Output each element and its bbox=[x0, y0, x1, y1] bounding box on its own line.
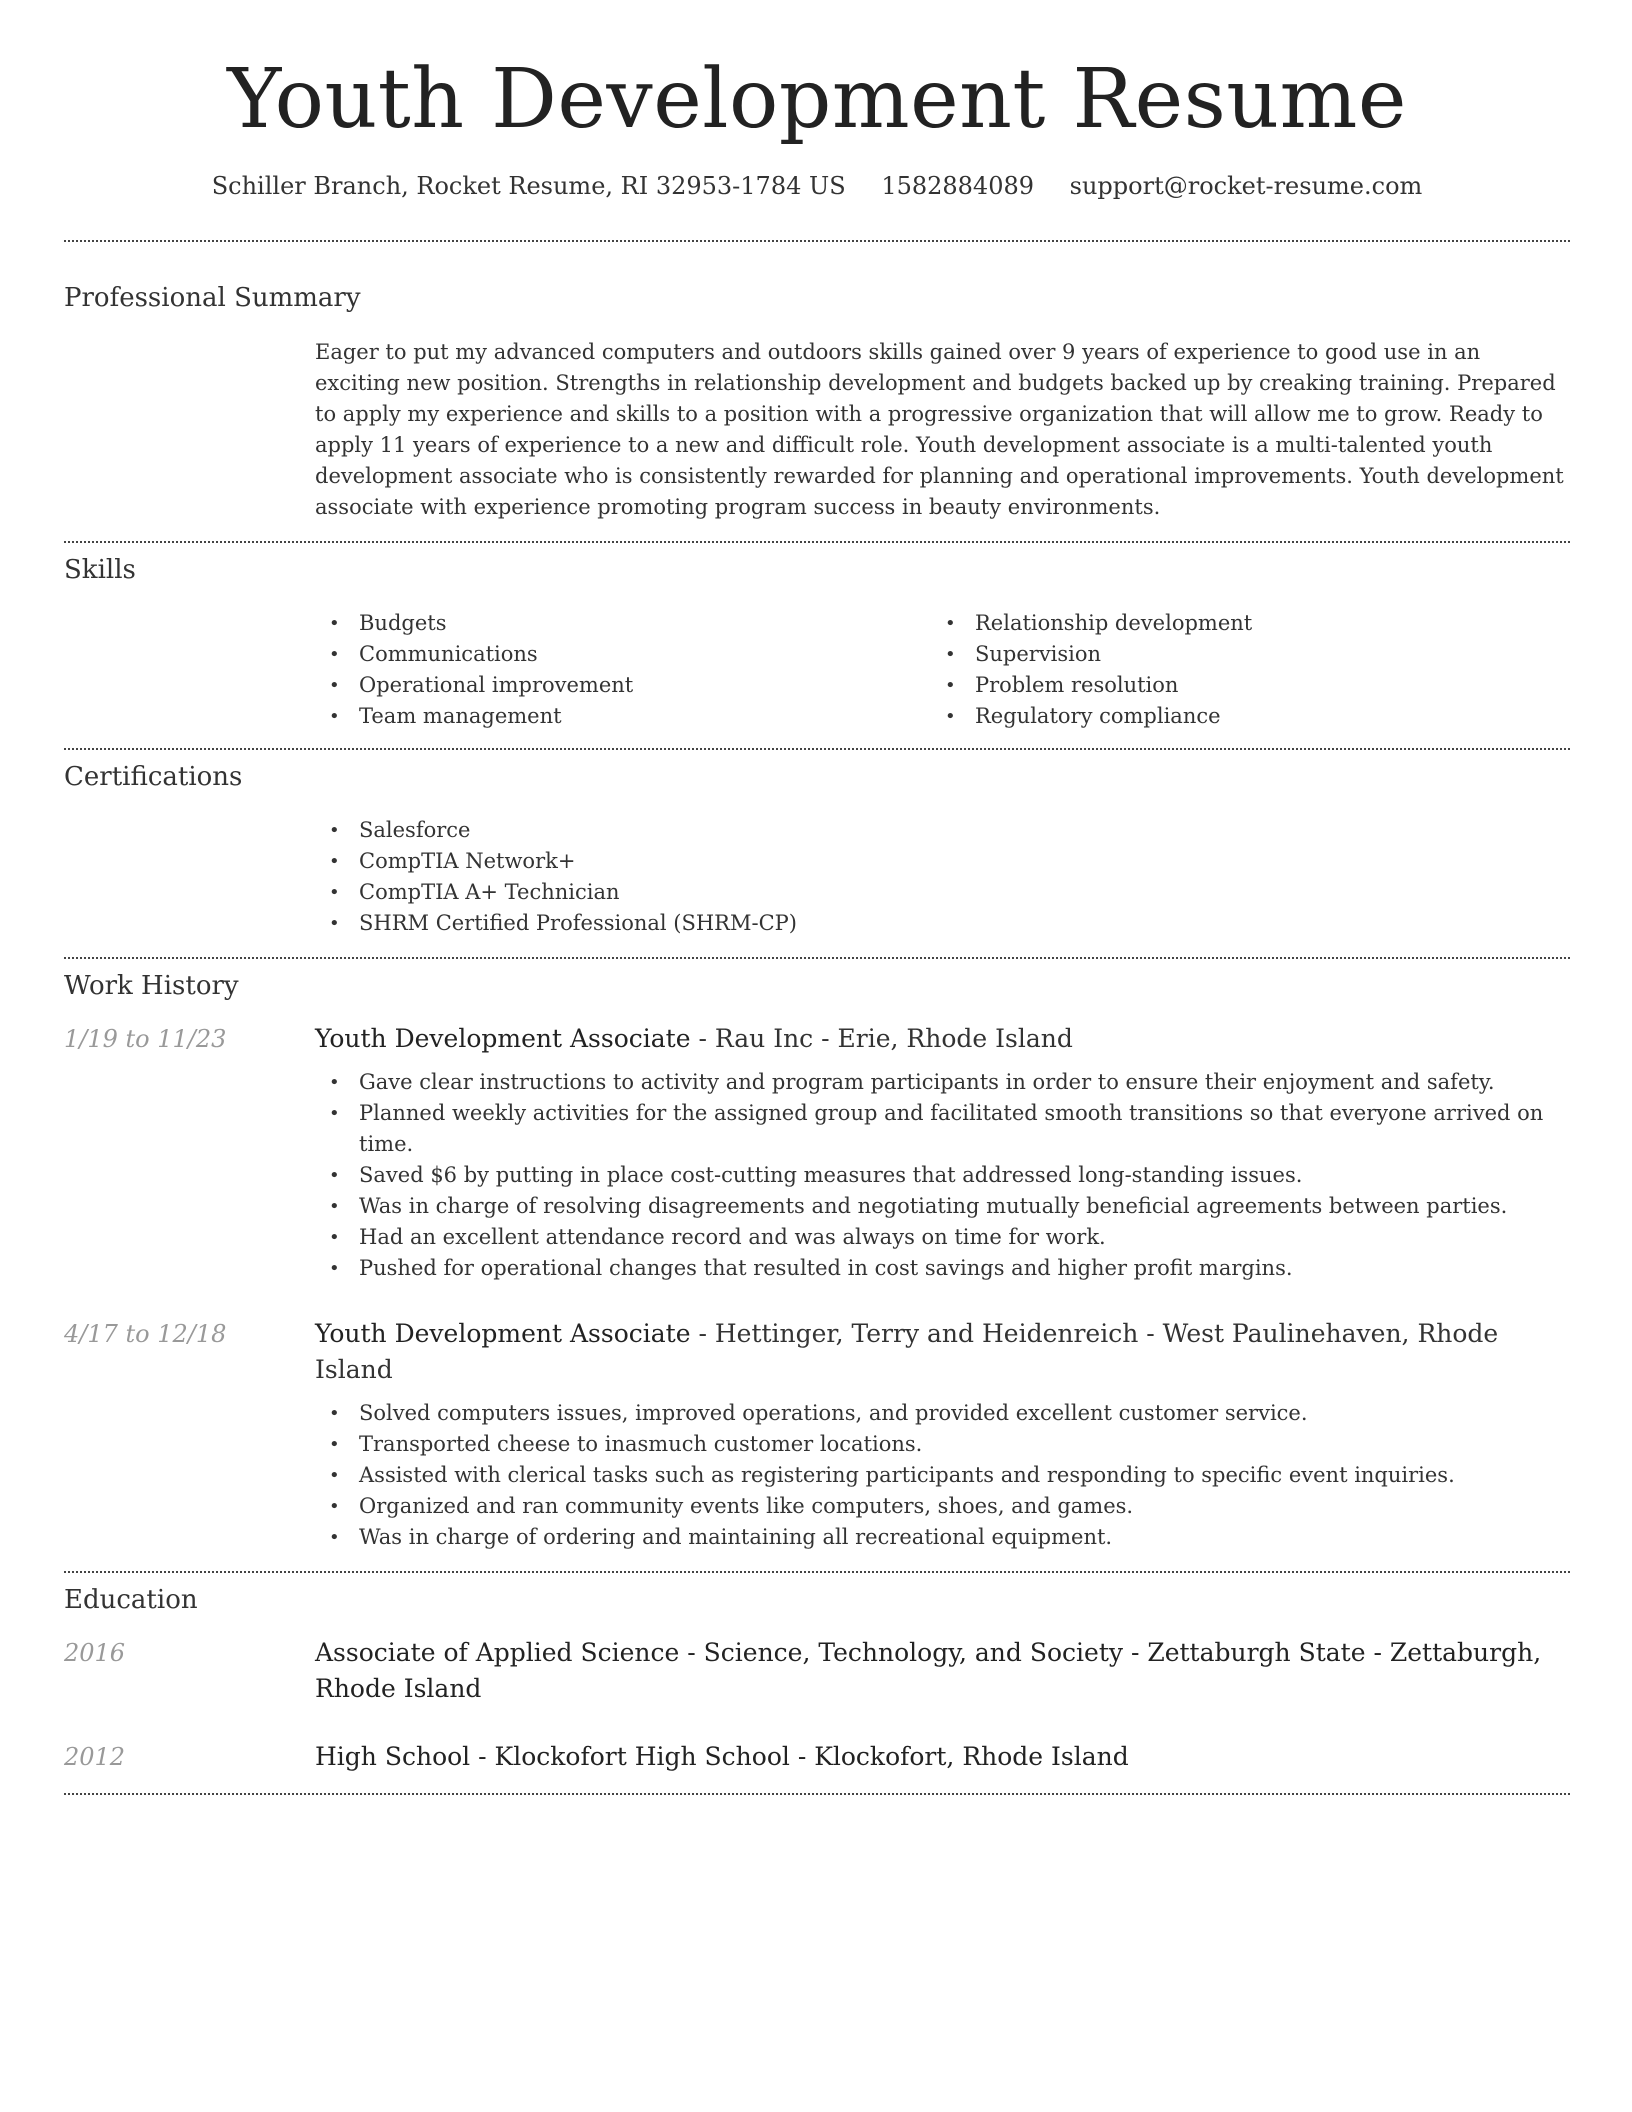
certification-item: • CompTIA Network+ bbox=[315, 846, 1570, 877]
divider bbox=[64, 240, 1570, 242]
contact-line bbox=[64, 168, 1570, 204]
skill-item: • Team management bbox=[315, 701, 931, 732]
skill-item: • Supervision bbox=[931, 639, 1547, 670]
job-body bbox=[315, 1021, 1570, 1284]
certifications-list bbox=[315, 815, 1570, 939]
summary-section bbox=[64, 281, 1570, 523]
job-bullet: • Gave clear instructions to activity and program participants in order to ensure their enjoyment and safety. bbox=[315, 1067, 1570, 1098]
contact-address: Schiller Branch, Rocket Resume, RI 32953-1784 US bbox=[211, 172, 846, 200]
resume-page bbox=[64, 0, 1570, 1795]
skill-item: • Relationship development bbox=[931, 608, 1547, 639]
resume-title: Youth Development Resume bbox=[227, 52, 1407, 147]
job-bullets bbox=[315, 1398, 1570, 1553]
job-entry bbox=[64, 1021, 1570, 1284]
job-bullet: • Pushed for operational changes that resulted in cost savings and higher profit margins. bbox=[315, 1253, 1570, 1284]
work-title: Work History bbox=[64, 971, 239, 1001]
certifications-title: Certifications bbox=[64, 762, 243, 792]
job-heading bbox=[315, 1021, 1570, 1057]
skills-grid bbox=[315, 608, 1570, 732]
job-bullet: • Organized and ran community events like computers, shoes, and games. bbox=[315, 1491, 1570, 1522]
contact-email: support@rocket-resume.com bbox=[1069, 172, 1423, 200]
job-heading bbox=[315, 1316, 1570, 1388]
divider bbox=[64, 1793, 1570, 1795]
education-entry bbox=[64, 1739, 1570, 1775]
job-bullet: • Had an excellent attendance record and was always on time for work. bbox=[315, 1222, 1570, 1253]
skill-item: • Operational improvement bbox=[315, 670, 931, 701]
resume-header bbox=[64, 0, 1570, 204]
skills-list-right bbox=[931, 608, 1547, 732]
certification-item: • CompTIA A+ Technician bbox=[315, 877, 1570, 908]
job-dates: 1/19 to 11/23 bbox=[64, 1025, 227, 1053]
skill-item: • Communications bbox=[315, 639, 931, 670]
skills-list-left bbox=[315, 608, 931, 732]
divider bbox=[64, 957, 1570, 959]
job-bullet: • Saved $6 by putting in place cost-cutting measures that addressed long-standing issues. bbox=[315, 1160, 1570, 1191]
job-entry bbox=[64, 1316, 1570, 1553]
job-bullets bbox=[315, 1067, 1570, 1284]
certification-item: • SHRM Certified Professional (SHRM-CP) bbox=[315, 908, 1570, 939]
education-details: High School - Klockofort High School - Klockofort, Rhode Island bbox=[315, 1742, 1129, 1771]
job-bullet: • Planned weekly activities for the assigned group and facilitated smooth transitions so that everyone arrived on time. bbox=[315, 1098, 1570, 1160]
certifications-section bbox=[64, 760, 1570, 939]
education-year: 2016 bbox=[64, 1639, 126, 1667]
job-role: Youth Development Associate bbox=[315, 1319, 691, 1348]
skill-item: • Regulatory compliance bbox=[931, 701, 1547, 732]
education-entry bbox=[64, 1635, 1570, 1707]
education-year: 2012 bbox=[64, 1743, 126, 1771]
summary-text: Eager to put my advanced computers and outdoors skills gained over 9 years of experience to good use in an exciting new position. Strengths in relationship development and budgets backed up by creaking training. Prepared to apply my experience and skills to a position with a progressive organization that will allow me to grow. Ready to apply 11 years of experience to a new and difficult role. Youth development associate is a multi-talented youth development associate who is consistently rewarded for planning and operational improvements. Youth development associate with experience promoting program success in beauty environments. bbox=[315, 340, 1564, 519]
job-body bbox=[315, 1316, 1570, 1553]
divider bbox=[64, 541, 1570, 543]
contact-phone: 1582884089 bbox=[881, 172, 1035, 200]
divider bbox=[64, 1571, 1570, 1573]
skill-item: • Problem resolution bbox=[931, 670, 1547, 701]
summary-title: Professional Summary bbox=[64, 283, 361, 313]
job-role: Youth Development Associate bbox=[315, 1024, 691, 1053]
job-dates: 4/17 to 12/18 bbox=[64, 1320, 227, 1348]
certification-item: • Salesforce bbox=[315, 815, 1570, 846]
divider bbox=[64, 748, 1570, 750]
skill-item: • Budgets bbox=[315, 608, 931, 639]
skills-section bbox=[64, 553, 1570, 732]
job-bullet: • Solved computers issues, improved operations, and provided excellent customer service. bbox=[315, 1398, 1570, 1429]
job-bullet: • Was in charge of ordering and maintaining all recreational equipment. bbox=[315, 1522, 1570, 1553]
job-details: - Hettinger, Terry and Heidenreich - West Paulinehaven, Rhode Island bbox=[315, 1319, 1499, 1384]
work-section bbox=[64, 969, 1570, 1553]
job-bullet: • Transported cheese to inasmuch customer locations. bbox=[315, 1429, 1570, 1460]
job-bullet: • Assisted with clerical tasks such as registering participants and responding to specific event inquiries. bbox=[315, 1460, 1570, 1491]
education-section bbox=[64, 1583, 1570, 1775]
education-title: Education bbox=[64, 1585, 198, 1615]
education-details: Associate of Applied Science - Science, Technology, and Society - Zettaburgh State - Zettaburgh, Rhode Island bbox=[315, 1638, 1542, 1703]
skills-title: Skills bbox=[64, 555, 136, 585]
job-bullet: • Was in charge of resolving disagreements and negotiating mutually beneficial agreements between parties. bbox=[315, 1191, 1570, 1222]
job-details: - Rau Inc - Erie, Rhode Island bbox=[690, 1024, 1073, 1053]
